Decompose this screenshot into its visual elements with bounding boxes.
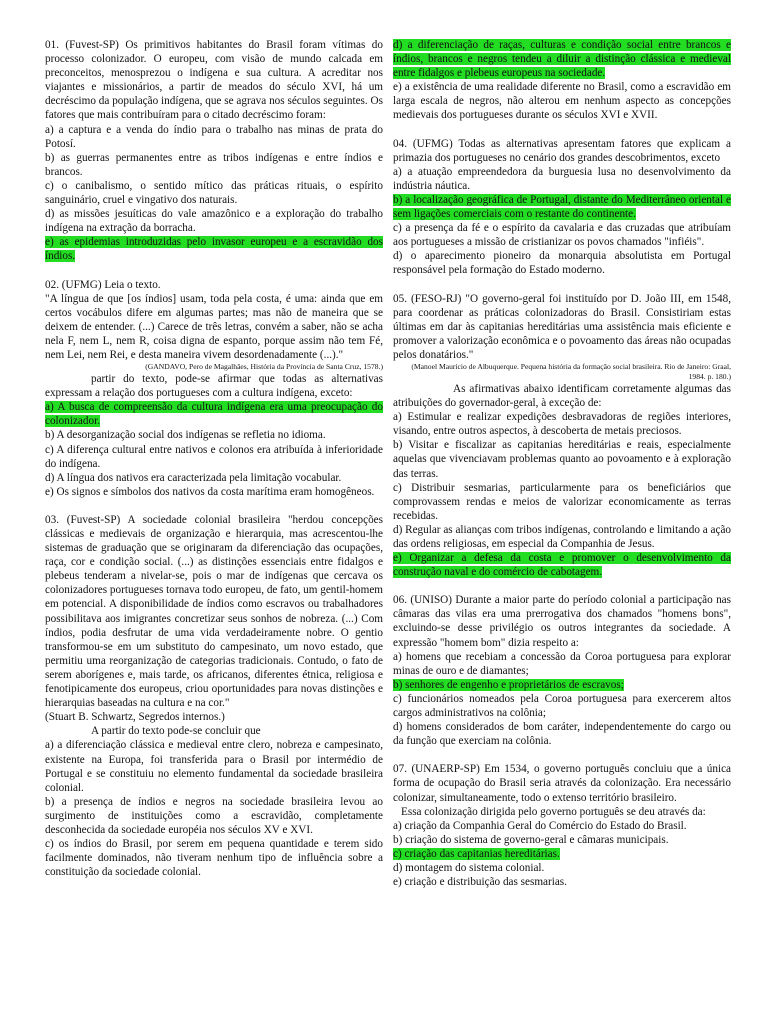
left-column [45,38,383,893]
option-e-answer [45,235,383,263]
option-a: a) homens que recebiam a concessão da Coroa portuguesa para explorar minas de ouro e de diamantes; [393,650,731,677]
option-c: c) A diferença cultural entre nativos e colonos era atribuída à inferioridade do indígena. [45,443,383,470]
question-03 [45,513,383,879]
option-b-answer [393,678,731,692]
option-c: c) funcionários nomeados pela Coroa portuguesa para exercerem altos cargos administrativos na colônia; [393,692,731,720]
option-e: e) a existência de uma realidade diferente no Brasil, como a escravidão em larga escala de negros, não alterou em nenhum aspecto as concepções medievais dos portugueses durante os séculos XVI e XVII. [393,81,731,122]
option-b-answer [393,193,731,221]
option-a-answer [45,400,383,428]
question-02 [45,278,383,499]
question-stem: 05. (FESO-RJ) "O governo-geral foi instituído por D. João III, em 1548, para coordenar as práticas colonizadoras do Brasil. Consistiriam estas últimas em dar às capitanias hereditárias uma assistência mais eficiente e promover a valorização econômica e o povoamento das áreas não ocupadas pelos donatários." [393,292,731,361]
citation: (Stuart B. Schwartz, Segredos internos.) [45,711,225,724]
citation: (Manoel Maurício de Albuquerque. Pequena história da formação social brasileira. Rio de Janeiro: Graal, 1984. p. 180.) [411,361,731,381]
question-stem: 01. (Fuvest-SP) Os primitivos habitantes do Brasil foram vítimas do processo colonizador. O europeu, com visão de mundo calcada em preconceitos, menosprezou o indígena e sua cultura. A acreditar nos viajantes e missionários, a partir de meados do século XVI, há um decréscimo da população indígena, que se agrava nos séculos seguintes. Os fatores que mais contribuíram para o citado decréscimo foram: [45,39,383,122]
question-04 [393,137,731,278]
right-column [393,38,731,903]
option-a: a) a diferenciação clássica e medieval entre clero, nobreza e campesinato, existente na Europa, foi transferida para o Brasil por intermédio de Portugal e se constituiu no elemento fundamental da sociedade brasileira colonial. [45,739,383,794]
question-06 [393,593,731,748]
option-a: a) Estimular e realizar expedições desbravadoras de regiões interiores, visando, entre outros aspectos, à descoberta de metais preciosos. [393,411,731,438]
answer-highlight: b) a localização geográfica de Portugal, distante do Mediterrâneo oriental e sem ligações comerciais com o restante do continente. [393,193,731,221]
answer-highlight: e) Organizar a defesa da costa e promover o desenvolvimento da construção naval e do comércio de cabotagem. [393,552,731,579]
question-01 [45,38,383,264]
option-d-answer [393,38,731,80]
option-b: b) Visitar e fiscalizar as capitanias hereditárias e reais, especialmente aquelas que vivenciavam problemas quanto ao povoamento e à exploração das terras. [393,439,731,480]
option-a: a) criação da Companhia Geral do Comércio do Estado do Brasil. [393,819,687,832]
answer-highlight: b) senhores de engenho e proprietários de escravos; [393,678,624,691]
question-prompt: A partir do texto pode-se concluir que [91,725,261,738]
option-b: b) criação do sistema de governo-geral e câmaras municipais. [393,833,669,846]
answer-highlight: d) a diferenciação de raças, culturas e condição social entre brancos e índios, brancos e negros tendeu a diluir a distinção clássica e medieval entre fidalgos e plebeus europeus na sociedade. [393,39,731,80]
option-d: d) Regular as alianças com tribos indígenas, controlando e limitando a ação das ordens religiosas, em especial da Companhia de Jesus. [393,523,732,550]
option-a: a) a atuação empreendedora da burguesia lusa no desenvolvimento da indústria náutica. [393,165,731,192]
option-c-answer [393,847,731,861]
option-d: d) homens considerados de bom caráter, independentemente do cargo ou da função que exerciam na colônia. [393,721,731,748]
citation: (GANDAVO, Pero de Magalhães, História da Província de Santa Cruz, 1578.) [145,362,383,372]
option-c: c) os índios do Brasil, por serem em pequena quantidade e terem sido facilmente dominados, não tiveram nenhum tipo de influência sobre a constituição da sociedade colonial. [45,838,383,879]
option-e: e) Os signos e símbolos dos nativos da costa marítima eram homogêneos. [45,485,375,498]
option-e: e) criação e distribuição das sesmarias. [393,876,567,889]
option-a: a) a captura e a venda do índio para o trabalho nas minas de prata do Potosí. [45,123,383,150]
option-d: d) o aparecimento pioneiro da monarquia absolutista em Portugal responsável pela formação do Estado moderno. [393,250,731,277]
option-e-answer [393,551,731,579]
question-prompt: As afirmativas abaixo identificam corretamente algumas das atribuições do governador-geral, à exceção de: [393,382,731,410]
answer-highlight: c) criação das capitanias hereditárias. [393,847,560,860]
question-stem: 06. (UNISO) Durante a maior parte do período colonial a participação nas câmaras das vilas era uma prerrogativa dos chamados "homens bons", excluindo-se desse privilégio os outros integrantes da sociedade. A expressão "homem bom" dizia respeito a: [393,594,731,649]
quote: "A língua de que [os índios] usam, toda pela costa, é uma: ainda que em certos vocábulos difere em algumas partes; mas não de maneira que se deixem de entender. (...) Carece de três letras, convém a saber, não se acha nela F, nem L, nem R, coisa digna de espanto, porque assim não tem Fé, nem Lei, nem Rei, e desta maneira vivem desordenadamente (...)." [45,292,383,361]
option-c: c) o canibalismo, o sentido mítico das práticas rituais, o espírito sanguinário, cruel e vingativo dos naturais. [45,179,383,207]
question-stem: 02. (UFMG) Leia o texto. [45,278,161,291]
option-d: d) as missões jesuíticas do vale amazônico e a exploração do trabalho indígena na extração da borracha. [45,208,383,235]
question-03-continued [393,38,731,123]
option-d: d) A língua dos nativos era caracterizada pela limitação vocabular. [45,471,342,484]
question-07 [393,762,731,889]
answer-highlight: a) A busca de compreensão da cultura indígena era uma preocupação do colonizador. [45,401,383,428]
question-prompt: Essa colonização dirigida pelo governo português se deu através da: [401,805,706,818]
question-05 [393,292,731,580]
option-c: c) a presença da fé e o espírito da cavalaria e das cruzadas que atribuíam aos portugueses a missão de cristianizar os povos chamados "infiéis". [393,222,731,249]
option-b: b) A desorganização social dos indígenas se refletia no idioma. [45,429,326,442]
question-stem: 03. (Fuvest-SP) A sociedade colonial brasileira "herdou concepções clássicas e medievais de organização e hierarquia, mas acrescentou-lhe sistemas de graduação que se originaram da diferenciação das ocupações, raça, cor e condição social. (...) as distinções essenciais entre fidalgos e plebeus tenderam a nivelar-se, pois o mar de indígenas que cercava os colonizadores portugueses tornava todo europeu, de fato, um gentil-homem em potencial. A disponibilidade de índios como escravos ou trabalhadores possibilitava aos imigrantes concretizar seus sonhos de nobreza. (...) Com índios, podia desfrutar de uma vida verdadeiramente nobre. O gentio transformou-se em um substituto do campesinato, um novo estado, que permitiu uma reorganização de categorias tradicionais. Contudo, o fato de serem aborígenes e, mais tarde, os africanos, diferentes étnica, religiosa e fenotipicamente dos europeus, criou oportunidades para novas distinções e hierarquias baseadas na cultura e na cor." [45,513,384,710]
option-b: b) a presença de índios e negros na sociedade brasileira levou ao surgimento de instituições como a escravidão, completamente desconhecida da sociedade européia nos séculos XV e XVI. [45,795,383,836]
option-c: c) Distribuir sesmarias, particularmente para os beneficiários que comprovassem rendas e meios de valorizar economicamente as terras recebidas. [393,481,731,522]
option-d: d) montagem do sistema colonial. [393,861,545,874]
option-b: b) as guerras permanentes entre as tribos indígenas e entre índios e brancos. [45,151,383,178]
question-stem: 04. (UFMG) Todas as alternativas apresentam fatores que explicam a primazia dos portugueses no cenário dos grandes descobrimentos, exceto [393,137,731,164]
question-prompt: partir do texto, pode-se afirmar que todas as alternativas expressam a relação dos portugueses com a cultura indígena, exceto: [45,373,383,400]
question-stem: 07. (UNAERP-SP) Em 1534, o governo português concluiu que a única forma de ocupação do Brasil seria através da colonização. Era necessário colonizar, simultaneamente, todo o extenso território brasileiro. [393,763,731,804]
answer-highlight: e) as epidemias introduzidas pelo invasor europeu e a escravidão dos índios. [45,236,383,263]
